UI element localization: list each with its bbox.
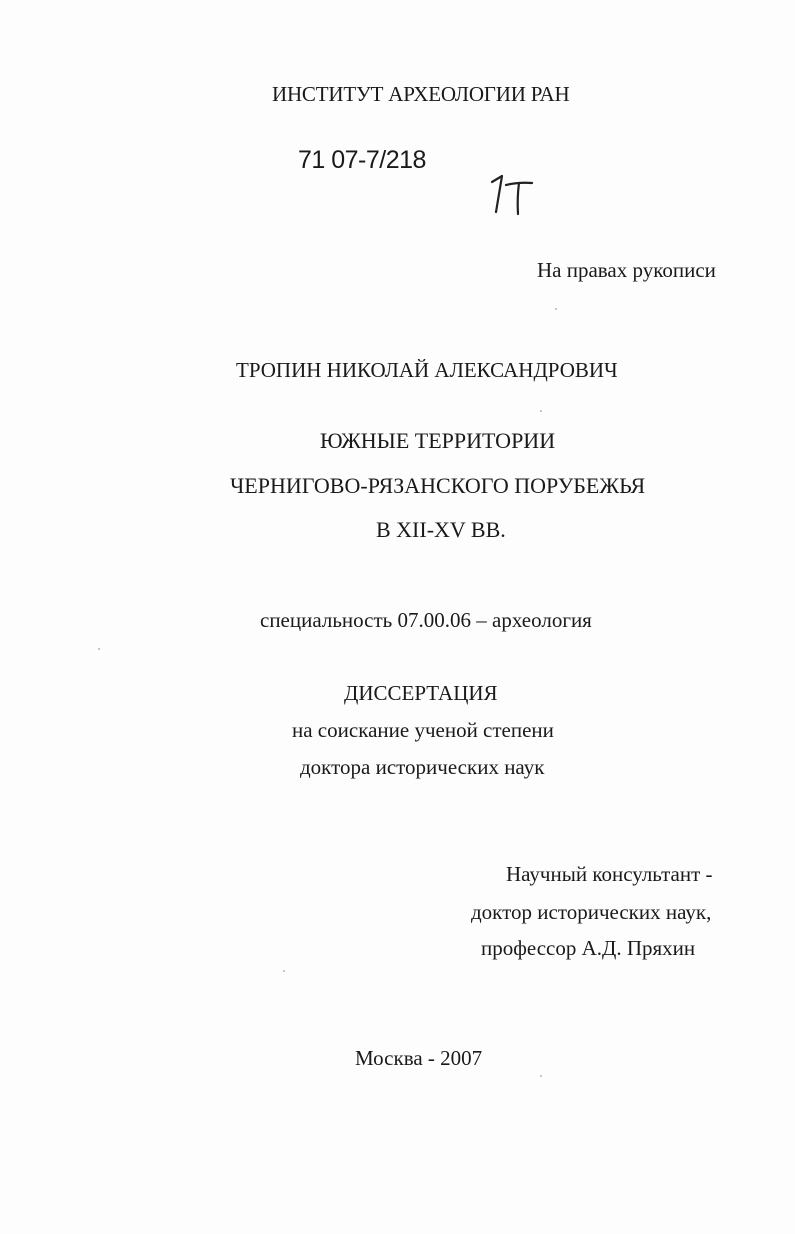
handwritten-mark-icon (486, 172, 536, 218)
consultant-line-2: доктор исторических наук, (471, 900, 712, 924)
title-line-1: ЮЖНЫЕ ТЕРРИТОРИИ (320, 428, 556, 453)
specialty: специальность 07.00.06 – археология (260, 608, 592, 632)
consultant-line-3: профессор А.Д. Пряхин (481, 936, 696, 960)
scan-speck (540, 1075, 542, 1077)
consultant-line-1: Научный консультант - (506, 862, 713, 886)
title-line-2: ЧЕРНИГОВО-РЯЗАНСКОГО ПОРУБЕЖЬЯ (230, 473, 646, 498)
scan-speck (283, 970, 285, 972)
institute-heading: ИНСТИТУТ АРХЕОЛОГИИ РАН (272, 82, 570, 106)
author-name: ТРОПИН НИКОЛАЙ АЛЕКСАНДРОВИЧ (236, 358, 618, 382)
scan-speck (540, 410, 542, 412)
scan-speck (555, 308, 557, 310)
dissertation-label: ДИССЕРТАЦИЯ (344, 681, 498, 705)
place-year: Москва - 2007 (355, 1046, 483, 1070)
rights-note: На правах рукописи (537, 258, 716, 282)
degree-line-1: на соискание ученой степени (292, 718, 554, 742)
scan-speck (98, 648, 100, 650)
degree-line-2: доктора исторических наук (300, 755, 545, 779)
title-line-3: В XII-XV ВВ. (376, 517, 506, 542)
reference-code: 71 07-7/218 (298, 146, 426, 174)
